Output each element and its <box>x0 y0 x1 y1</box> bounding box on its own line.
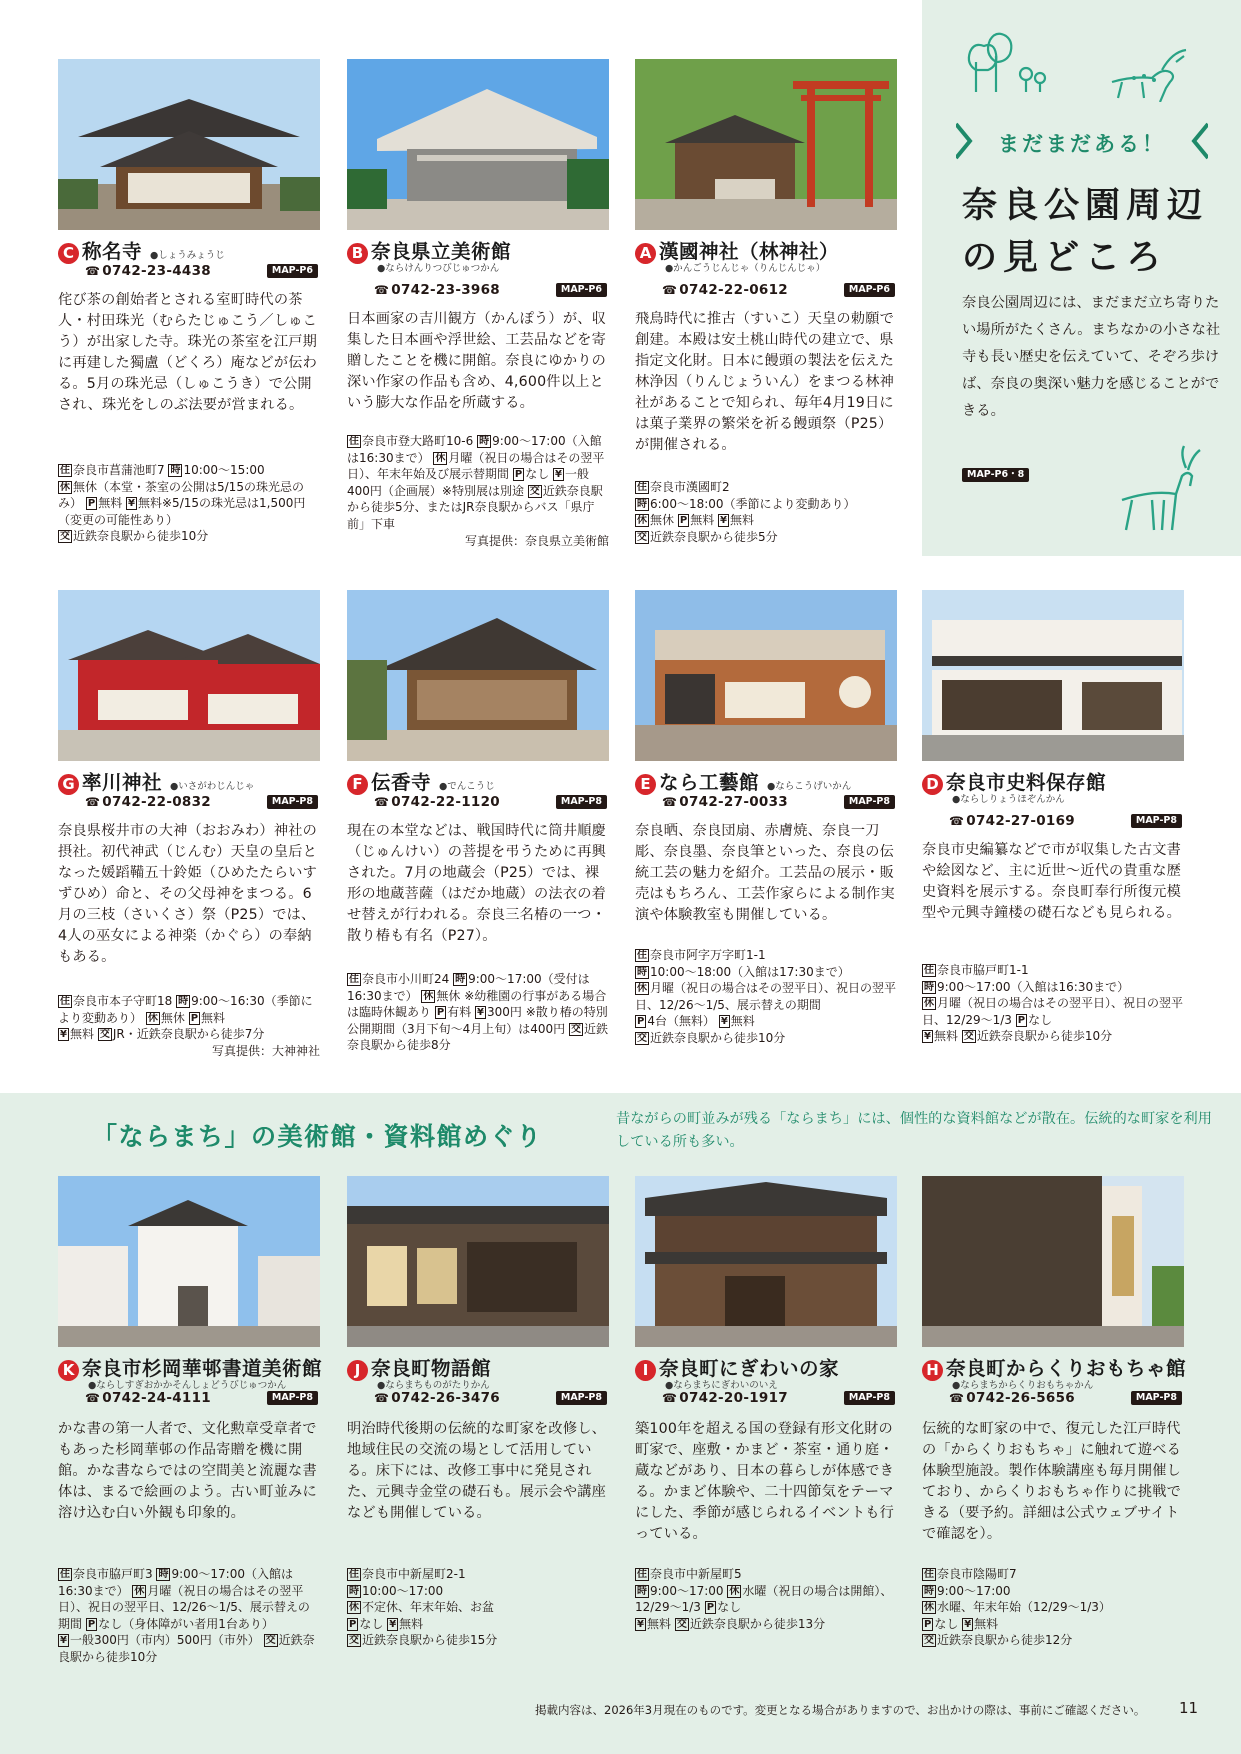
hours-tag: 時 <box>455 974 466 985</box>
info-hours: 10:00～17:00 <box>362 1583 444 1598</box>
parking-tag: P <box>1017 1014 1026 1026</box>
access-tag: 交 <box>529 485 540 497</box>
spot-letter-badge: K <box>58 1360 79 1381</box>
deer-icon <box>1102 440 1202 540</box>
address-tag: 住 <box>349 974 359 985</box>
info-hours: 9:00～17:00 <box>937 1583 1011 1598</box>
phone-icon: ☎ <box>85 264 101 278</box>
closed-tag: 休 <box>924 1602 934 1614</box>
fee-tag: ¥ <box>720 515 727 527</box>
access-tag: 交 <box>676 1618 687 1630</box>
fee-tag: ¥ <box>477 1007 484 1019</box>
tel-number: 0742-20-1917 <box>679 1390 788 1406</box>
map-badge[interactable]: MAP-P8 <box>556 795 607 809</box>
address-tag: 住 <box>349 1569 359 1580</box>
address-tag: 住 <box>637 482 647 493</box>
info-parking: なし <box>525 467 550 482</box>
closed-tag: 休 <box>435 452 446 464</box>
spot-tel[interactable] <box>374 282 500 298</box>
spot-tel[interactable] <box>374 794 500 810</box>
side-banner-text: まだまだある！ <box>998 132 1166 156</box>
fee-tag: ¥ <box>720 1016 728 1028</box>
info-hours: 10:00～18:00（入館は17:30まで） <box>650 964 850 979</box>
info-fee: 無料 <box>974 1616 999 1631</box>
spot-description: 奈良県桜井市の大神（おおみわ）神社の摂社。初代神武（じんむ）天皇の皇后となった媛蹈鞴五十鈴姫（ひめたたらいすずひめ）命と、その父母神をまつる。6月の三枝（さいくさ）祭（P25）では、4人の巫女による神楽（かぐら）の奉納もある。 <box>58 823 317 965</box>
closed-tag: 休 <box>349 1602 359 1614</box>
address-tag: 住 <box>637 950 647 961</box>
info-closed: 月曜（祝日の場合はその翌平日）、祝日の翌平日、12/29～1/3 <box>922 996 1184 1027</box>
spot-letter-badge: J <box>347 1360 368 1381</box>
spot-photo <box>922 1176 1184 1347</box>
info-closed: 無休 <box>650 513 675 528</box>
spot-reading: ●ならまちにぎわいのいえ <box>665 1380 778 1391</box>
naramachi-section-title: 「ならまち」の美術館・資料館めぐり <box>92 1122 543 1151</box>
map-badge[interactable]: MAP-P8 <box>1131 814 1182 828</box>
spot-description: 現在の本堂などは、戦国時代に筒井順慶（じゅんけい）の菩提を弔うために再興された。7月の地蔵会（P25）では、裸形の地蔵菩薩（はだか地蔵）の法衣の着せ替えが行われる。奈良三名椿の一つ・散り椿も有名（P27）。 <box>347 823 606 944</box>
tel-number: 0742-22-0612 <box>679 282 788 298</box>
address-tag: 住 <box>924 965 934 976</box>
side-title-line-1: 奈良公園周辺 <box>962 186 1209 226</box>
spot-letter-badge: B <box>347 243 368 264</box>
access-tag: 交 <box>637 1032 647 1044</box>
info-fee: 無料 <box>730 1014 755 1029</box>
spot-name: 伝香寺 <box>371 771 432 794</box>
info-hours: 9:00～17:00 <box>650 1583 724 1598</box>
spot-info <box>635 1566 897 1632</box>
spot-tel[interactable] <box>85 794 211 810</box>
tel-number: 0742-22-1120 <box>391 794 500 810</box>
spot-reading: ●ならこうげいかん <box>767 781 852 792</box>
info-address: 奈良市脇戸町3 <box>73 1567 153 1581</box>
tel-number: 0742-26-5656 <box>966 1390 1075 1406</box>
spot-title <box>635 767 897 795</box>
spot-letter-badge: G <box>58 774 79 795</box>
hours-tag: 時 <box>170 465 181 476</box>
address-tag: 住 <box>924 1569 934 1580</box>
info-access: 近鉄奈良駅から徒歩10分 <box>976 1029 1113 1044</box>
spot-description: 築100年を超える国の登録有形文化財の町家で、座敷・かまど・茶室・通り庭・蔵などがあり、日本の暮らしが体感できる。かまど体験や、二十四節気をテーマにした、季節が感じられるイベントも行っている。 <box>635 1421 894 1542</box>
address-tag: 住 <box>637 1569 647 1580</box>
spot-description: かな書の第一人者で、文化勲章受章者でもあった杉岡華邨の作品寄贈を機に開館。かな書ならではの空間美と流麗な書体は、まるで絵画のよう。古い町並みに溶け込む白い外観も印象的。 <box>58 1421 317 1521</box>
spot-reading: ●しょうみょうじ <box>150 250 225 261</box>
spot-letter-badge: F <box>347 774 368 795</box>
info-access: 近鉄奈良駅から徒歩8分 <box>347 1021 609 1053</box>
info-hours: 10:00～15:00 <box>183 463 265 477</box>
side-map-badge[interactable]: MAP-P6・8 <box>962 468 1029 482</box>
info-hours: 9:00～17:00（入館は16:30まで） <box>58 1567 293 1598</box>
side-title-line-2: の見どころ <box>962 238 1168 278</box>
spot-reading: ●かんごうじんじゃ（りんじんじゃ） <box>665 263 826 274</box>
spot-photo <box>347 590 609 761</box>
spot-photo <box>635 59 897 230</box>
info-address: 奈良市阿字万字町1-1 <box>650 948 766 962</box>
spot-title <box>58 236 320 264</box>
access-tag: 交 <box>924 1635 934 1647</box>
spot-photo <box>635 1176 897 1347</box>
info-access: 近鉄奈良駅から徒歩10分 <box>650 1030 786 1045</box>
fee-tag: ¥ <box>128 498 135 510</box>
hours-tag: 時 <box>178 996 189 1007</box>
info-hours: 9:00～17:00（受付は16:30まで） <box>347 972 590 1003</box>
closed-tag: 休 <box>423 990 434 1002</box>
info-parking: なし（身体障がい者用1台あり） <box>98 1616 274 1631</box>
spot-letter-badge: I <box>635 1360 656 1381</box>
map-badge[interactable]: MAP-P8 <box>844 1391 895 1405</box>
info-fee: 無料 <box>399 1616 424 1631</box>
info-address: 奈良市中新屋町2-1 <box>362 1567 466 1581</box>
phone-icon: ☎ <box>662 283 678 297</box>
map-badge[interactable]: MAP-P8 <box>267 795 318 809</box>
access-tag: 交 <box>60 531 70 543</box>
info-access: 近鉄奈良駅から徒歩10分 <box>58 1633 315 1664</box>
address-tag: 住 <box>349 436 359 447</box>
spot-tel[interactable] <box>374 1390 500 1406</box>
phone-icon: ☎ <box>85 1391 101 1405</box>
info-address: 奈良市漢國町2 <box>650 480 730 494</box>
info-parking: 無料 <box>690 513 715 528</box>
phone-icon: ☎ <box>662 1391 678 1405</box>
info-access: 近鉄奈良駅から徒歩15分 <box>362 1633 498 1648</box>
info-closed: 月曜（祝日の場合はその翌平日）、祝日の翌平日、12/26～1/5、展示替えの期間 <box>58 1583 310 1631</box>
access-tag: 交 <box>349 1635 359 1647</box>
access-tag: 交 <box>637 531 647 543</box>
parking-tag: P <box>679 515 688 527</box>
info-fee: 無料※5/15の珠光忌は1,500円（変更の可能性あり） <box>58 496 306 527</box>
spot-info <box>347 971 609 1054</box>
map-badge[interactable]: MAP-P8 <box>844 795 895 809</box>
parking-tag: P <box>514 469 523 481</box>
info-hours: 9:00～16:30（季節により変動あり） <box>58 994 313 1025</box>
fee-tag: ¥ <box>389 1618 397 1630</box>
side-panel <box>922 0 1241 556</box>
spot-name: 奈良市史料保存館 <box>946 771 1107 794</box>
photo-credit: 写真提供：大神神社 <box>211 1043 320 1058</box>
spot-reading: ●ならまちものがたりかん <box>377 1380 490 1391</box>
spot-info <box>635 479 897 545</box>
address-tag: 住 <box>60 1569 70 1580</box>
hours-tag: 時 <box>158 1569 169 1580</box>
spot-info <box>347 433 609 549</box>
spot-name: 奈良県立美術館 <box>371 240 512 263</box>
fee-tag: ¥ <box>637 1618 644 1630</box>
access-tag: 交 <box>99 1029 110 1041</box>
parking-tag: P <box>87 498 96 510</box>
hours-tag: 時 <box>924 1585 934 1597</box>
hours-tag: 時 <box>637 498 647 510</box>
fee-tag: ¥ <box>555 469 562 481</box>
fee-tag: ¥ <box>60 1029 67 1041</box>
spot-description: 日本画家の吉川観方（かんぽう）が、収集した日本画や浮世絵、工芸品などを寄贈したことを機に開館。奈良にゆかりの深い作家の作品も含め、4,600件以上という膨大な作品を所蔵する。 <box>347 311 606 411</box>
spot-title <box>347 767 609 795</box>
closed-tag: 休 <box>637 983 647 995</box>
spot-tel[interactable] <box>85 1390 211 1406</box>
address-tag: 住 <box>60 996 70 1007</box>
closed-tag: 休 <box>924 998 934 1010</box>
address-tag: 住 <box>60 465 70 476</box>
spot-name: 奈良市杉岡華邨書道美術館 <box>82 1357 323 1380</box>
info-access: 近鉄奈良駅から徒歩12分 <box>937 1633 1073 1648</box>
spot-name: なら工藝館 <box>659 771 760 794</box>
closed-tag: 休 <box>637 515 647 527</box>
tel-number: 0742-23-4438 <box>102 263 211 279</box>
spot-description: 侘び茶の創始者とされる室町時代の茶人・村田珠光（むらたじゅこう／しゅこう）が出家した寺。珠光の茶室を江戸期に再建した獨盧（どくろ）庵などが伝わる。5月の珠光忌（しゅこうき）で公開され、珠光をしのぶ法要が営まれる。 <box>58 292 317 413</box>
spot-tel[interactable] <box>662 1390 788 1406</box>
tel-number: 0742-23-3968 <box>391 282 500 298</box>
tel-number: 0742-26-3476 <box>391 1390 500 1406</box>
info-access: 近鉄奈良駅から徒歩5分 <box>650 529 778 544</box>
info-fee: 無料 <box>730 513 755 528</box>
hours-tag: 時 <box>637 1585 647 1597</box>
phone-icon: ☎ <box>374 1391 390 1405</box>
spot-name: 奈良町にぎわいの家 <box>659 1357 840 1380</box>
info-parking: 有料 <box>447 1005 472 1020</box>
spot-info <box>347 1566 609 1649</box>
spot-photo <box>922 590 1184 761</box>
info-fee: 無料 <box>69 1027 94 1042</box>
spot-info <box>635 947 897 1047</box>
access-tag: 交 <box>265 1635 276 1647</box>
spot-tel[interactable] <box>662 282 788 298</box>
access-tag: 交 <box>571 1023 582 1035</box>
parking-tag: P <box>924 1618 932 1630</box>
info-access: 近鉄奈良駅から徒歩10分 <box>73 529 209 544</box>
spot-info <box>58 1566 320 1666</box>
spot-letter-badge: E <box>635 774 656 795</box>
parking-tag: P <box>436 1007 445 1019</box>
map-badge[interactable]: MAP-P6 <box>556 283 607 297</box>
spot-name: 率川神社 <box>82 771 163 794</box>
info-fee: 一般300円（市内）500円（市外） <box>69 1633 260 1648</box>
spot-info <box>922 962 1184 1045</box>
hours-tag: 時 <box>924 981 934 993</box>
info-fee: 一般400円（企画展）※特別展は別途 <box>347 467 590 498</box>
side-title <box>962 180 1222 284</box>
fee-tag: ¥ <box>924 1031 931 1043</box>
info-access: 近鉄奈良駅から徒歩5分、またはJR奈良駅からバス「県庁前」下車 <box>347 483 603 531</box>
info-address: 奈良市中新屋町5 <box>650 1567 742 1581</box>
info-parking: なし <box>717 1600 742 1615</box>
tel-number: 0742-22-0832 <box>102 794 211 810</box>
tel-number: 0742-27-0169 <box>966 813 1075 829</box>
info-parking: なし <box>1028 1012 1053 1027</box>
phone-icon: ☎ <box>374 795 390 809</box>
info-address: 奈良市脇戸町1-1 <box>937 963 1029 977</box>
info-fee: 無料 <box>646 1616 671 1631</box>
spot-letter-badge: D <box>922 774 943 795</box>
spot-name: 奈良町物語館 <box>371 1357 492 1380</box>
info-hours: 9:00～17:00（入館は16:30まで） <box>937 979 1130 994</box>
info-closed: 無休 ※幼稚園の行事がある場合は臨時休観あり <box>347 988 607 1020</box>
info-fee: 300円 ※散り椿の特別公開期間（3月下旬～4月上旬）は400円 <box>347 1005 608 1036</box>
spot-photo <box>347 59 609 230</box>
spot-reading: ●ならしすぎおかかそんしょどうびじゅつかん <box>88 1380 287 1391</box>
parking-tag: P <box>190 1012 199 1024</box>
spot-description: 伝統的な町家の中で、復元した江戸時代の「からくりおもちゃ」に触れて遊べる体験型施設。製作体験講座も毎月開催しており、からくりおもちゃ作りに挑戦できる（要予約。詳細は公式ウェブサイトで確認を）。 <box>922 1421 1181 1542</box>
info-closed: 月曜（祝日の場合はその翌平日）、祝日の翌平日、12/26～1/5、展示替えの期間 <box>635 981 897 1012</box>
spot-reading: ●ならけんりつびじゅつかん <box>377 263 500 274</box>
deer-trees-illustration <box>962 22 1202 102</box>
map-badge[interactable]: MAP-P6 <box>844 283 895 297</box>
info-closed: 月曜（祝日の場合はその翌平日）、年末年始及び展示替期間 <box>347 450 605 482</box>
fee-tag: ¥ <box>60 1635 67 1647</box>
spot-reading: ●ならしりょうほぞんかん <box>952 794 1065 805</box>
spot-letter-badge: C <box>58 243 79 264</box>
spot-description: 奈良晒、奈良団扇、赤膚焼、奈良一刀彫、奈良墨、奈良筆といった、奈良の伝統工芸の魅力を紹介。工芸品の展示・販売はもちろん、工芸作家らによる制作実演や体験教室も開催している。 <box>635 823 895 923</box>
page-number: 11 <box>1179 1699 1199 1717</box>
parking-tag: P <box>87 1618 96 1630</box>
spot-info <box>58 993 320 1059</box>
info-hours: 9:00～17:00（入館は16:30まで） <box>347 434 602 465</box>
info-parking: なし <box>934 1616 959 1631</box>
spot-photo <box>635 590 897 761</box>
info-parking: 無料 <box>201 1010 226 1025</box>
info-closed: 無休 <box>160 1010 185 1025</box>
spot-tel[interactable] <box>662 794 788 810</box>
tel-number: 0742-24-4111 <box>102 1390 211 1406</box>
closed-tag: 休 <box>60 481 70 493</box>
map-badge[interactable]: MAP-P6 <box>267 264 318 278</box>
info-closed: 無休（本堂・茶室の公開は5/15の珠光忌のみ） <box>58 479 304 511</box>
parking-tag: P <box>637 1016 645 1028</box>
spot-letter-badge: A <box>635 243 656 264</box>
spot-reading: ●でんこうじ <box>439 781 495 792</box>
spot-photo <box>58 1176 320 1347</box>
spot-photo <box>58 590 320 761</box>
phone-icon: ☎ <box>374 283 390 297</box>
spot-info <box>58 462 320 545</box>
spot-tel[interactable] <box>85 263 211 279</box>
info-address: 奈良市小川町24 <box>362 972 450 986</box>
spot-info <box>922 1566 1184 1649</box>
info-address: 奈良市陰陽町7 <box>937 1567 1017 1581</box>
info-parking: 無料 <box>98 496 123 511</box>
info-fee: 無料 <box>933 1029 958 1044</box>
phone-icon: ☎ <box>662 795 678 809</box>
spot-name: 奈良町からくりおもちゃ館 <box>946 1357 1187 1380</box>
phone-icon: ☎ <box>949 814 965 828</box>
closed-tag: 休 <box>147 1012 158 1024</box>
info-address: 奈良市登大路町10-6 <box>362 434 474 448</box>
footer-note: 掲載内容は、2026年3月現在のものです。変更となる場合がありますので、お出かけの際は、事前にご確認ください。 <box>535 1703 1146 1717</box>
spot-description: 奈良市史編纂などで市が収集した古文書や絵図など、主に近世～近代の貴重な歴史資料を展示する。奈良町奉行所復元模型や元興寺鐘楼の礎石なども見られる。 <box>922 842 1181 921</box>
hours-tag: 時 <box>637 966 647 978</box>
fee-tag: ¥ <box>964 1618 972 1630</box>
spot-title <box>58 767 320 795</box>
spot-letter-badge: H <box>922 1360 943 1381</box>
info-address: 奈良市菖蒲池町7 <box>73 463 165 477</box>
map-badge[interactable]: MAP-P8 <box>267 1391 318 1405</box>
info-access: JR・近鉄奈良駅から徒歩7分 <box>112 1027 265 1042</box>
phone-icon: ☎ <box>85 795 101 809</box>
info-hours: 6:00～18:00（季節により変動あり） <box>650 496 856 511</box>
spot-description: 明治時代後期の伝統的な町家を改修し、地域住民の交流の場として活用している。床下には、改修工事中に発見された、元興寺金堂の礎石も。展示会や講座なども開催している。 <box>347 1421 606 1521</box>
closed-tag: 休 <box>134 1585 145 1597</box>
spot-description: 飛鳥時代に推古（すいこ）天皇の勅願で創建。本殿は安土桃山時代の建立で、県指定文化財。日本に饅頭の製法を伝えた林浄因（りんじょういん）をまつる林神社があることで知られ、毎年4月19日には菓子業界の繁栄を祈る饅頭祭（P25）が開催される。 <box>635 311 894 453</box>
naramachi-section-description: 昔ながらの町並みが残る「ならまち」には、個性的な資料館などが散在。伝統的な町家を利用している所も多い。 <box>616 1111 1212 1150</box>
info-parking: 4台（無料） <box>647 1014 715 1029</box>
spot-photo <box>58 59 320 230</box>
hours-tag: 時 <box>349 1585 359 1597</box>
spot-photo <box>347 1176 609 1347</box>
spot-tel[interactable] <box>949 813 1075 829</box>
parking-tag: P <box>706 1602 715 1614</box>
photo-credit: 写真提供：奈良県立美術館 <box>464 533 609 548</box>
access-tag: 交 <box>963 1031 974 1043</box>
spot-reading: ●ならまちからくりおもちゃかん <box>952 1380 1094 1391</box>
info-access: 近鉄奈良駅から徒歩13分 <box>689 1616 826 1631</box>
tel-number: 0742-27-0033 <box>679 794 788 810</box>
phone-icon: ☎ <box>949 1391 965 1405</box>
parking-tag: P <box>349 1618 357 1630</box>
spot-name: 称名寺 <box>82 240 143 263</box>
spot-name: 漢國神社（林神社） <box>659 240 840 263</box>
map-badge[interactable]: MAP-P8 <box>556 1391 607 1405</box>
map-badge[interactable]: MAP-P8 <box>1131 1391 1182 1405</box>
info-closed: 水曜（祝日の場合は開館）、12/29～1/3 <box>635 1583 893 1615</box>
hours-tag: 時 <box>479 436 490 447</box>
side-description: 奈良公園周辺には、まだまだ立ち寄りたい場所がたくさん。まちなかの小さな社寺も長い歴史を伝えていて、そぞろ歩けば、奈良の奥深い魅力を感じることができる。 <box>962 295 1221 419</box>
info-parking: なし <box>359 1616 384 1631</box>
info-closed: 水曜、年末年始（12/29～1/3） <box>937 1600 1111 1615</box>
spot-reading: ●いさがわじんじゃ <box>170 781 255 792</box>
info-address: 奈良市本子守町18 <box>73 994 173 1008</box>
info-closed: 不定休、年末年始、お盆 <box>362 1600 495 1615</box>
spot-tel[interactable] <box>949 1390 1075 1406</box>
closed-tag: 休 <box>729 1585 740 1597</box>
